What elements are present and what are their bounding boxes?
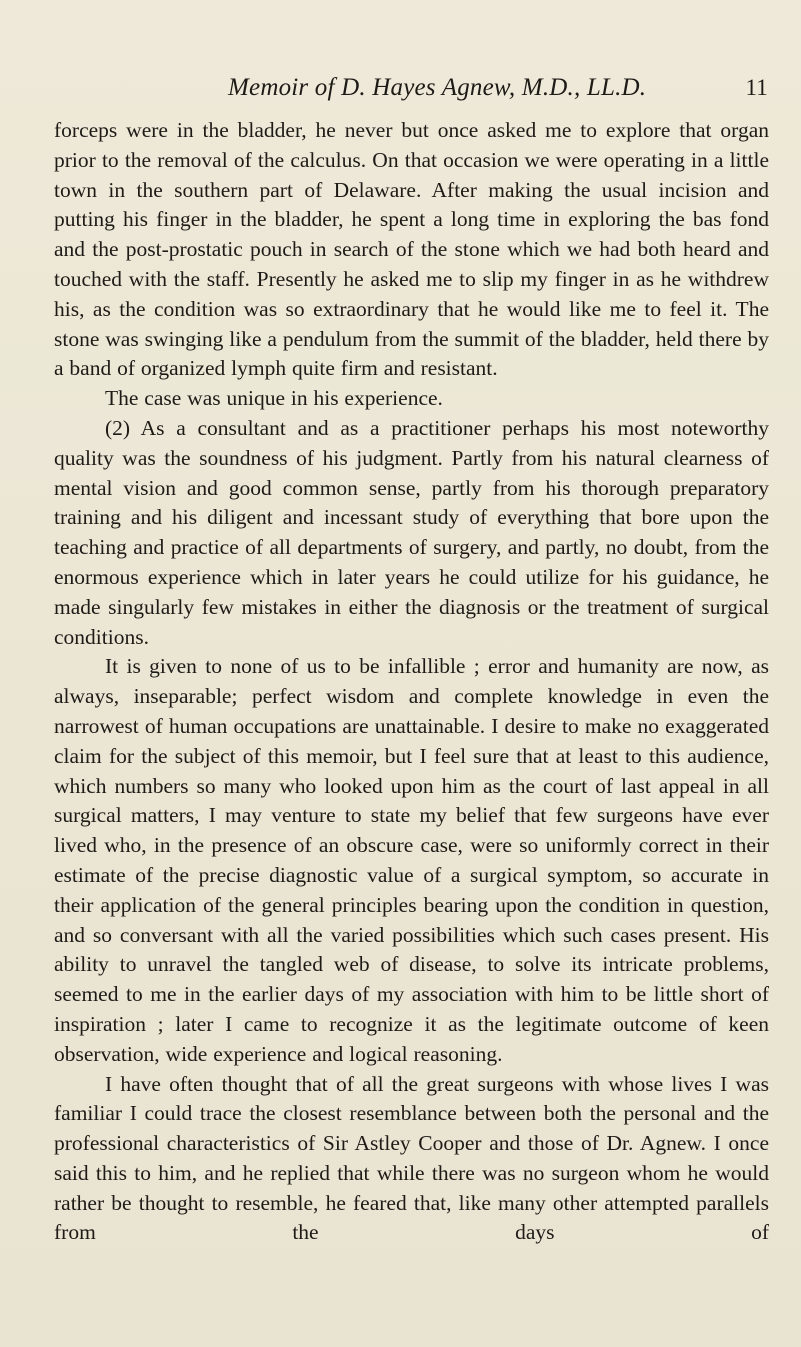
running-title: Memoir of D. Hayes Agnew, M.D., LL.D. xyxy=(228,74,647,101)
paragraph-5: I have often thought that of all the great surgeons with whose lives I was familiar I could trace the closest resemblance between both the personal and the professional characteristics of Sir Astley Cooper and those of Dr. Agnew. I once said this to him, and he replied that while there was no surgeon whom he would rather be thought to resemble, he feared that, like many other attempted parallels from the days of xyxy=(54,1071,769,1245)
body-text xyxy=(54,116,769,1316)
paragraph-2: The case was unique in his experience. xyxy=(105,386,443,411)
paragraph-3: (2) As a consultant and as a practitioner perhaps his most noteworthy quality was the soundness of his judgment. Partly from his natural clearness of mental vision and good common sense, partly from his thorough preparatory training and his diligent and incessant study of everything that bore upon the teaching and practice of all departments of surgery, and partly, no doubt, from the enormous experience which in later years he could utilize for his guidance, he made singularly few mistakes in either the diagnosis or the treatment of surgical conditions. xyxy=(54,415,769,649)
page-header xyxy=(228,68,768,108)
page-number: 11 xyxy=(745,75,768,100)
paragraph-1: forceps were in the bladder, he never but once asked me to explore that organ prior to the removal of the calculus. On that occasion we were operating in a little town in the southern part of Delaware. After making the usual incision and putting his finger in the bladder, he spent a long time in exploring the bas fond and the post-prostatic pouch in search of the stone which we had both heard and touched with the staff. Presently he asked me to slip my finger in as he withdrew his, as the condition was so extraordinary that he would like me to feel it. The stone was swinging like a pendulum from the summit of the bladder, held there by a band of organized lymph quite firm and resistant. xyxy=(54,118,769,381)
paragraph-4: It is given to none of us to be infallible ; error and humanity are now, as always, inseparable; perfect wisdom and complete knowledge in even the narrowest of human occupations are unattainable. I desire to make no exaggerated claim for the subject of this memoir, but I feel sure that at least to this audience, which numbers so many who looked upon him as the court of last appeal in all surgical matters, I may venture to state my belief that few surgeons have ever lived who, in the presence of an obscure case, were so uniformly correct in their estimate of the precise diagnostic value of a surgical symptom, so accurate in their application of the general principles bearing upon the condition in question, and so conversant with all the varied possibilities which such cases present. His ability to unravel the tangled web of disease, to solve its intricate problems, seemed to me in the earlier days of my association with him to be little short of inspiration ; later I came to recognize it as the legitimate outcome of keen observation, wide experience and logical reasoning. xyxy=(54,654,769,1066)
